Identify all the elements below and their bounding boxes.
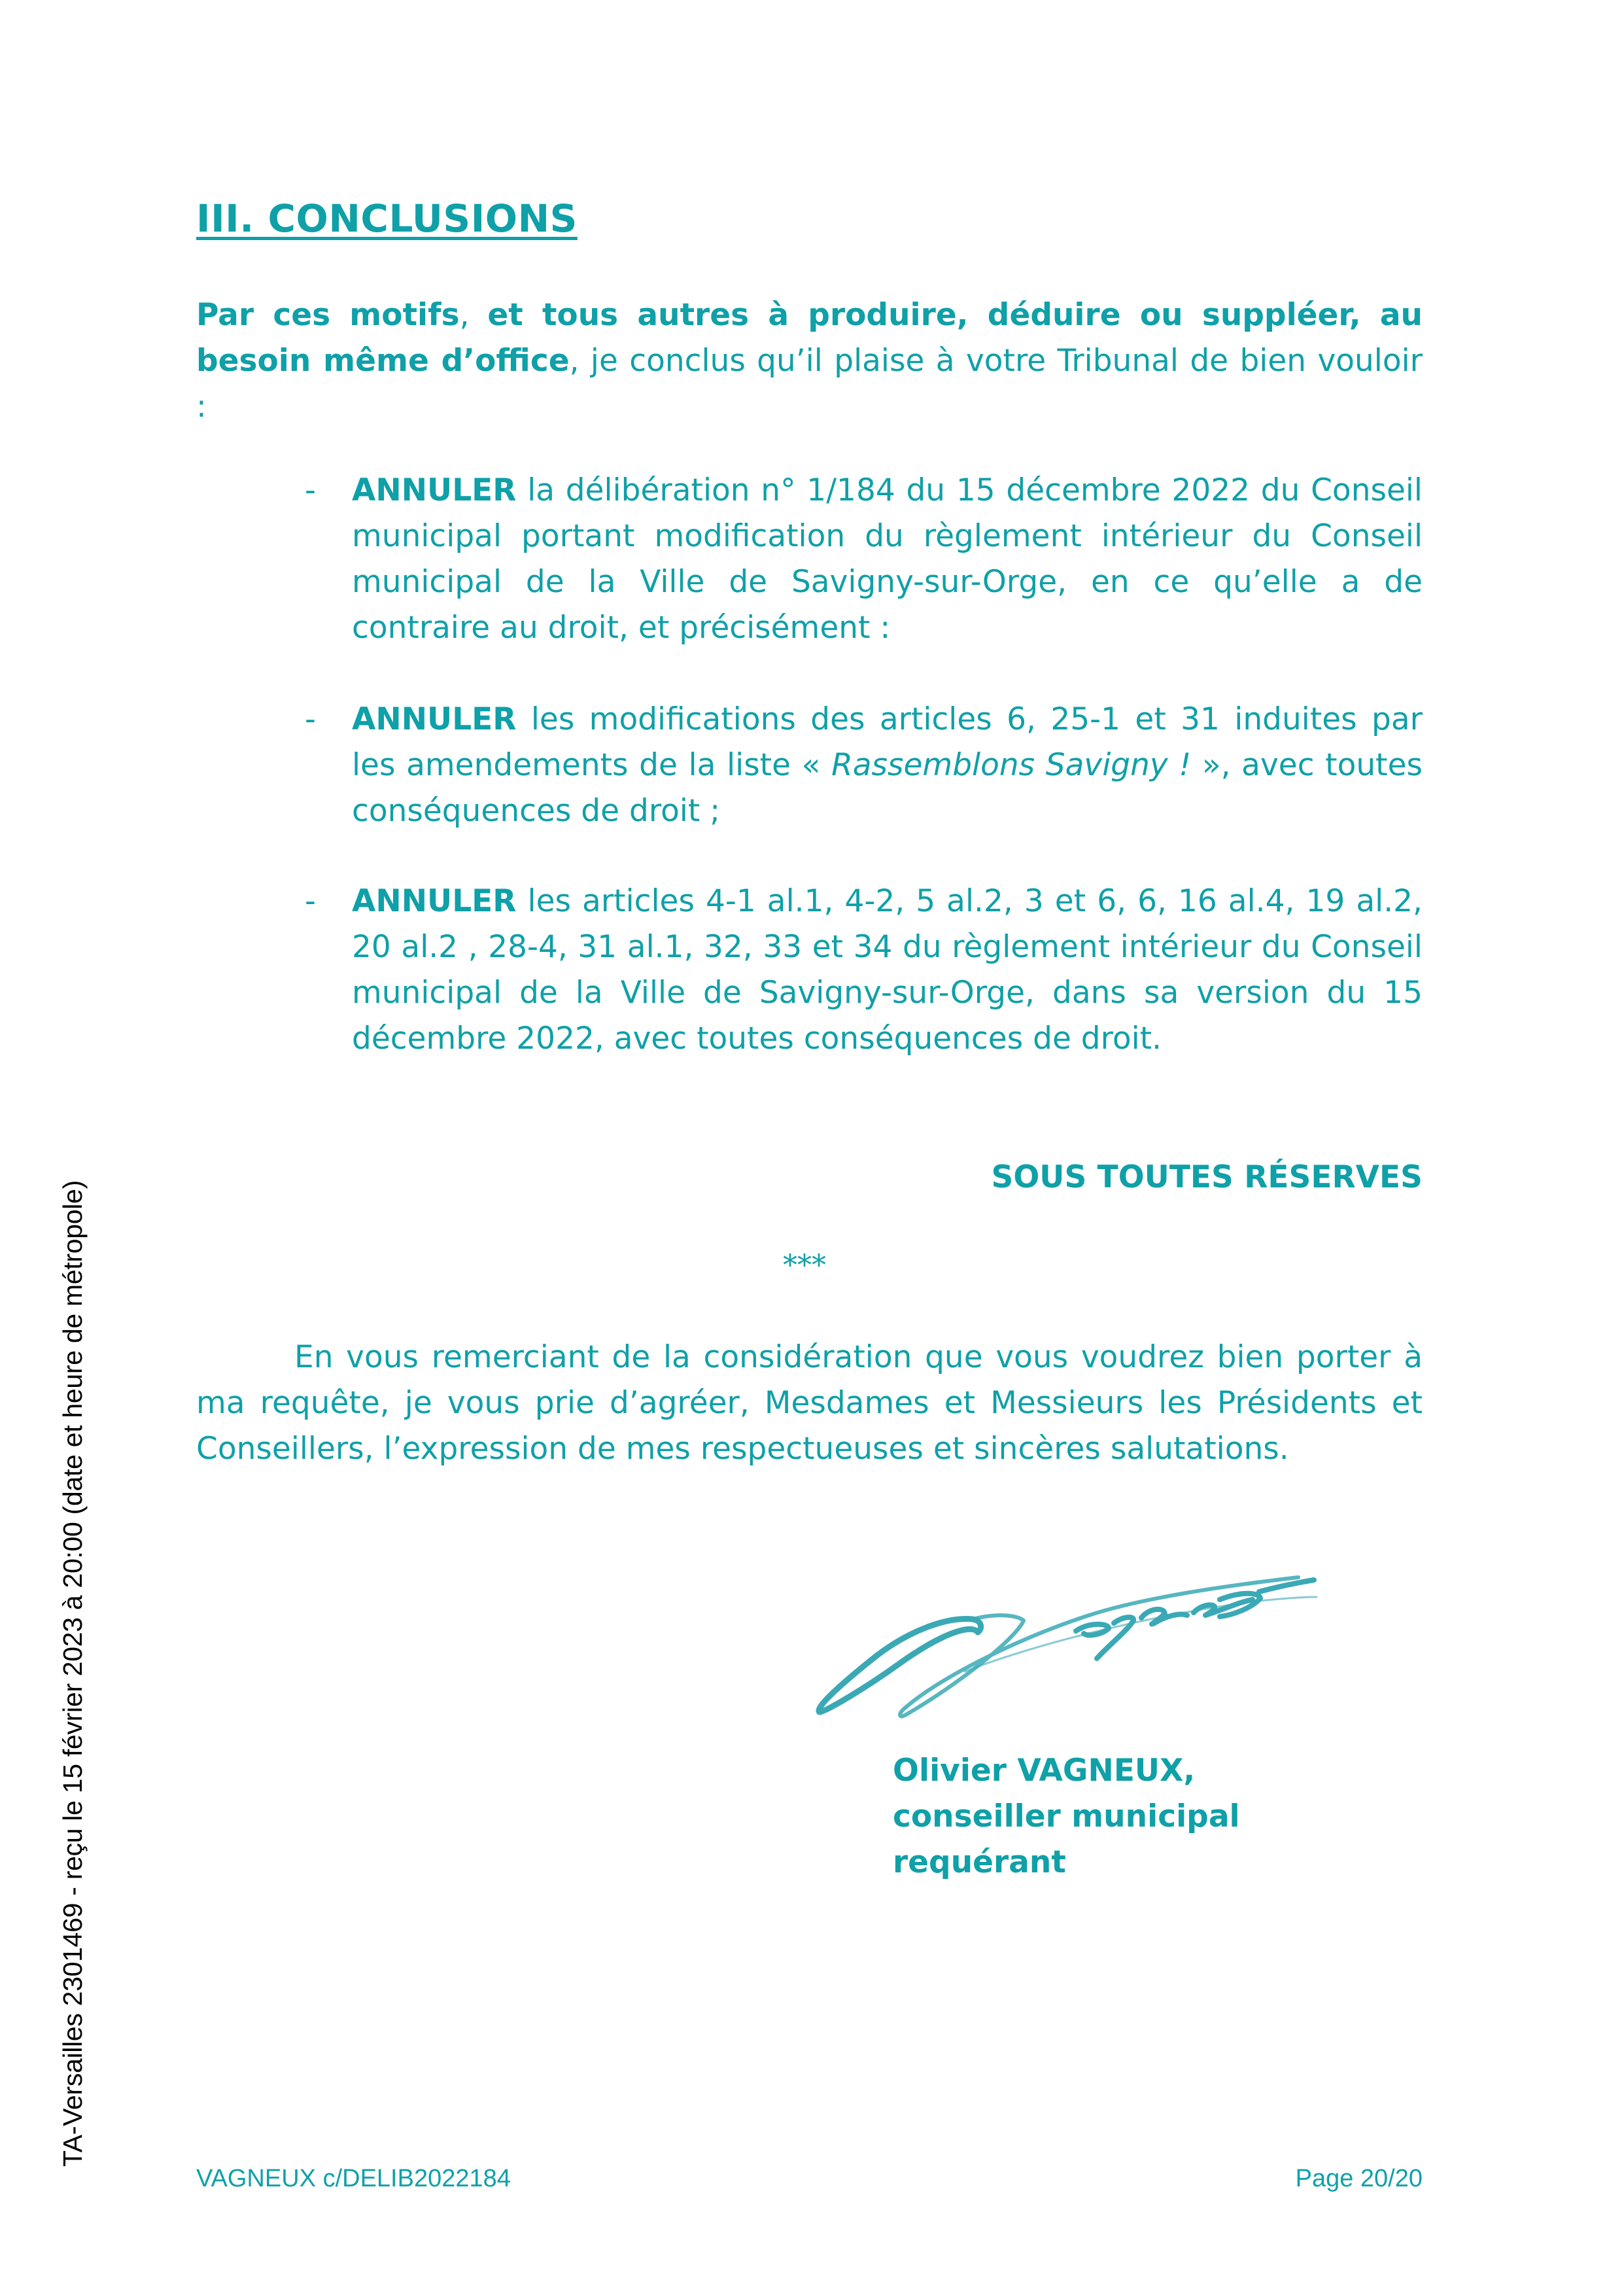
item-verb: ANNULER: [352, 472, 517, 508]
item-text-before: les modifications des articles 6, 25-1 et 31 induites par les amendements de la liste «: [352, 701, 1423, 783]
signatory-capacity: requérant: [893, 1844, 1066, 1880]
intro-bold-motifs: Par ces motifs: [196, 297, 460, 333]
list-dash: -: [305, 701, 316, 737]
footer-page-number: Page 20/20: [1295, 2165, 1423, 2192]
handwritten-signature: [801, 1560, 1318, 1724]
section-title: III. CONCLUSIONS: [196, 196, 578, 241]
item-text: la délibération n° 1/184 du 15 décembre 2022 du Conseil municipal portant modification du règlement intérieur du Conseil municipal de la Ville de Savigny-sur-Orge, en ce qu’elle a de contraire au droit, et précisément :: [352, 472, 1423, 646]
closing-text: En vous remerciant de la considération que vous voudrez bien porter à ma requête, je vous prie d’agréer, Mesdames et Messieurs les Présidents et Conseillers, l’expression de mes respectueuses et sincères salutations.: [196, 1339, 1423, 1467]
intro-separator: ,: [459, 297, 488, 333]
footer-reference: VAGNEUX c/DELIB2022184: [196, 2165, 511, 2192]
item-text-after: », avec toutes conséquences de droit ;: [352, 747, 1423, 829]
closing-paragraph: [196, 1335, 1423, 1472]
intro-bold-clause: et tous autres à produire, déduire ou suppléer, au besoin même d’office: [196, 297, 1423, 379]
signature-block: [893, 1748, 1240, 1885]
item-verb: ANNULER: [352, 701, 517, 737]
item-text: les articles 4-1 al.1, 4-2, 5 al.2, 3 et 6, 6, 16 al.4, 19 al.2, 20 al.2 , 28-4, 31 al.1, 32, 33 et 34 du règlement intérieur du Conseil municipal de la Ville de Savigny-sur-Orge, dans sa version du 15 décembre 2022, avec toutes conséquences de droit.: [352, 883, 1423, 1057]
signature-stroke-loop: [819, 1619, 981, 1712]
intro-rest: , je conclus qu’il plaise à votre Tribunal de bien vouloir :: [196, 343, 1423, 425]
conclusion-item-3: [196, 879, 1423, 1062]
signature-stroke-v: [900, 1577, 1298, 1716]
signatory-name: Olivier VAGNEUX,: [893, 1753, 1196, 1789]
section-separator: ***: [783, 1249, 826, 1282]
signatory-role: conseiller municipal: [893, 1798, 1240, 1834]
conclusion-item-2: [196, 697, 1423, 834]
intro-paragraph: [196, 292, 1423, 430]
list-dash: -: [305, 883, 316, 919]
reserves-statement: SOUS TOUTES RÉSERVES: [991, 1159, 1423, 1195]
signature-stroke-underline: [965, 1597, 1317, 1672]
item-italic-list-name: Rassemblons Savigny !: [831, 747, 1192, 783]
list-dash: -: [305, 472, 316, 508]
conclusion-item-1: [196, 468, 1423, 651]
court-receipt-stamp: TA-Versailles 2301469 - reçu le 15 février 2023 à 20:00 (date et heure de métropole): [58, 1180, 88, 2167]
item-verb: ANNULER: [352, 883, 517, 919]
